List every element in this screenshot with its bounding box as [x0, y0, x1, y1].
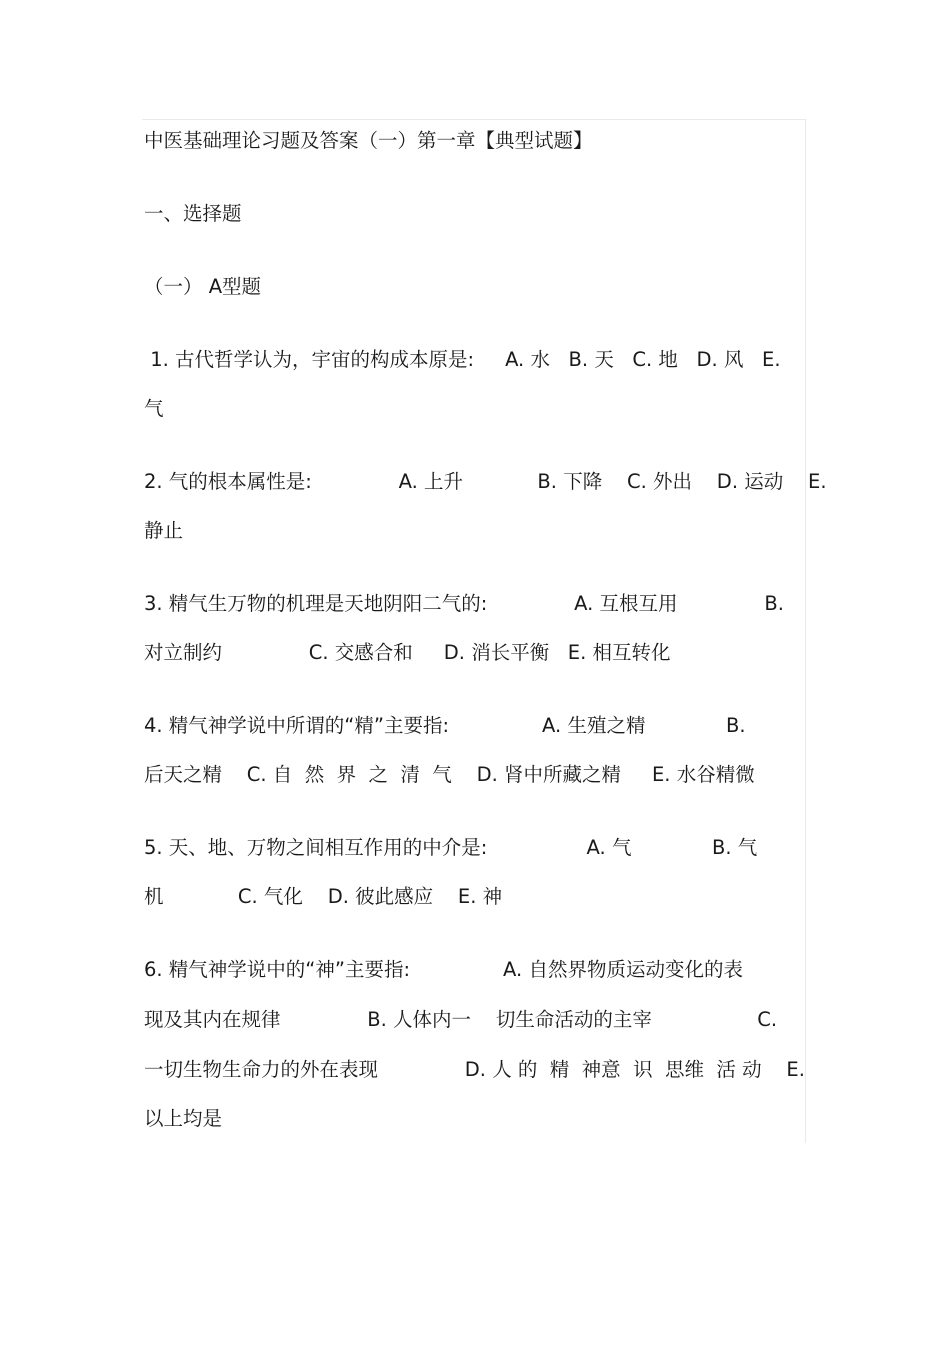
question-6-line-2: 现及其内在规律 B. 人体内一 切生命活动的主宰 C.	[144, 1008, 778, 1031]
question-6-line-1: 6. 精气神学说中的“神”主要指: A. 自然界物质运动变化的表	[144, 958, 743, 981]
question-4-line-2: 后天之精 C. 自 然 界 之 清 气 D. 肾中所藏之精 E. 水谷精微	[144, 763, 755, 786]
question-2-line-2: 静止	[144, 519, 184, 542]
question-5-line-1: 5. 天、地、万物之间相互作用的中介是: A. 气 B. 气	[144, 836, 758, 859]
subsection-heading: （一） A型题	[144, 275, 262, 298]
question-6-line-3: 一切生物生命力的外在表现 D. 人 的 精 神意 识 思维 活 动 E.	[144, 1058, 805, 1081]
question-3-line-1: 3. 精气生万物的机理是天地阴阳二气的: A. 互根互用 B.	[144, 592, 784, 615]
question-3-line-2: 对立制约 C. 交感合和 D. 消长平衡 E. 相互转化	[144, 641, 671, 664]
question-1-line-2: 气	[144, 397, 164, 420]
question-6-line-4: 以上均是	[144, 1107, 223, 1130]
question-5-line-2: 机 C. 气化 D. 彼此感应 E. 神	[144, 885, 503, 908]
section-heading: 一、选择题	[144, 202, 242, 225]
document-title: 中医基础理论习题及答案（一）第一章【典型试题】	[144, 129, 593, 152]
page-frame	[142, 119, 806, 1143]
question-1-line-1: 1. 古代哲学认为，宇宙的构成本原是: A. 水 B. 天 C. 地 D. 风 E.	[144, 348, 781, 371]
question-2-line-1: 2. 气的根本属性是: A. 上升 B. 下降 C. 外出 D. 运动 E.	[144, 470, 827, 493]
question-4-line-1: 4. 精气神学说中所谓的“精”主要指: A. 生殖之精 B.	[144, 714, 746, 737]
